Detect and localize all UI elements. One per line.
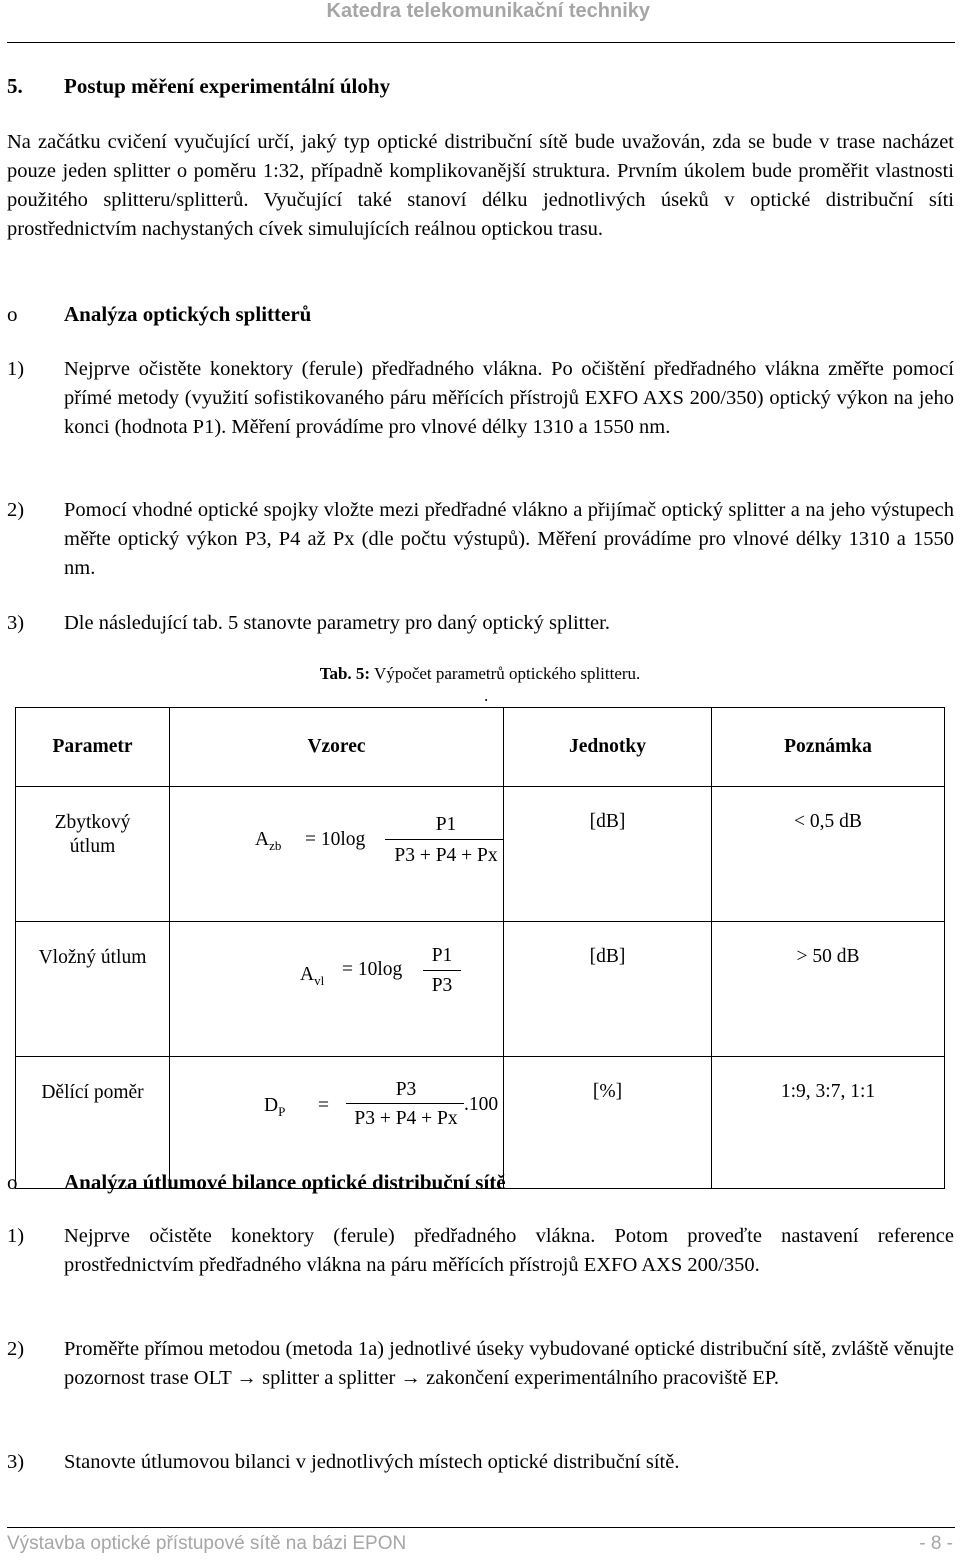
subheading-text: Analýza útlumové bilance optické distribuční sítě	[64, 1170, 506, 1194]
bullet-marker: o	[7, 1170, 18, 1194]
formula-denominator: P3 + P4 + Px	[354, 1108, 458, 1129]
formula-eq: = 10log	[305, 829, 366, 850]
param-unit: [dB]	[504, 787, 712, 922]
fraction-bar	[385, 839, 503, 840]
formula-eq: =	[318, 1095, 329, 1116]
formula-symbol: A	[300, 964, 315, 985]
footer-rule	[7, 1527, 955, 1528]
formula-suffix: .100	[464, 1094, 499, 1115]
footer-page-number: - 8 -	[919, 1533, 953, 1554]
formula-lhs	[300, 964, 324, 989]
item-text: Nejprve očistěte konektory (ferule) předřadného vlákna. Potom proveďte nastavení reference prostřednictvím předřadného vlákna na páru měřících přístrojů EXFO AXS 200/350.	[64, 1225, 954, 1276]
formula-numerator: P1	[431, 945, 453, 966]
subheading-attenuation-budget	[7, 1170, 506, 1195]
param-name-line: Dělící poměr	[41, 1082, 144, 1103]
intro-paragraph: Na začátku cvičení vyučující určí, jaký typ optické distribuční sítě bude uvažován, zda se bude v trase nacházet pouze jeden splitter o poměru 1:32, případně komplikovanější struktura. Prvním úkolem bude proměřit vlastnosti použitého splitteru/splitterů. Vyučující také stanoví délku jednotlivých úseků v optické distribuční síti prostřednictvím nachystaných cívek simulujících reálnou optickou trasu.	[7, 131, 954, 240]
fraction-bar	[346, 1103, 464, 1104]
item-text: Nejprve očistěte konektory (ferule) předřadného vlákna. Po očištění předřadného vlákna změřte pomocí přímé metody (využití sofistikovaného páru měřících přístrojů EXFO AXS 200/350) optický výkon na jeho konci (hodnota P1). Měření provádíme pro vlnové délky 1310 a 1550 nm.	[64, 358, 954, 438]
item-text: Proměřte přímou metodou (metoda 1a) jednotlivé úseky vybudované optické distribuční sítě, zvláště věnujte pozornost trase OLT → splitter a splitter → zakončení experimentálního pracoviště EP.	[64, 1338, 954, 1389]
table-caption-label: Tab. 5:	[319, 664, 371, 683]
param-name-line: Zbytkový	[54, 812, 131, 833]
item-text: Dle následující tab. 5 stanovte parametry pro daný optický splitter.	[64, 612, 610, 634]
formula-numerator: P1	[435, 814, 457, 835]
item-number: 3)	[7, 1451, 25, 1473]
formula	[170, 1057, 504, 1189]
subheading-splitters	[7, 302, 311, 327]
table-caption	[0, 664, 960, 684]
formula	[170, 787, 504, 922]
param-note: > 50 dB	[712, 922, 945, 1057]
item-number: 1)	[7, 1225, 25, 1247]
item-number: 1)	[7, 358, 25, 380]
param-name	[16, 1057, 170, 1189]
formula-numerator: P3	[395, 1079, 417, 1100]
item-text: Stanovte útlumovou bilanci v jednotlivých místech optické distribuční sítě.	[64, 1451, 680, 1473]
param-unit: [%]	[504, 1057, 712, 1189]
fraction-bar	[423, 970, 461, 971]
page-header-title: Katedra telekomunikační techniky	[326, 0, 650, 22]
list-item	[7, 609, 954, 638]
table-row	[16, 1057, 945, 1189]
item-text: Pomocí vhodné optické spojky vložte mezi předřadné vlákno a přijímač optický splitter a na jeho výstupech měřte optický výkon P3, P4 až Px (dle počtu výstupů). Měření provádíme pro vlnové délky 1310 a 1550 nm.	[64, 499, 954, 579]
header-rule	[7, 42, 955, 43]
formula-lhs	[255, 829, 281, 854]
formula-subscript: vl	[314, 972, 325, 988]
subheading-text: Analýza optických splitterů	[64, 302, 312, 326]
formula-subscript: zb	[269, 837, 282, 853]
section-number: 5.	[7, 74, 23, 98]
table-header: Vzorec	[170, 708, 504, 787]
formula-symbol: A	[255, 829, 270, 850]
table-row	[16, 787, 945, 922]
param-name	[16, 787, 170, 922]
table-caption-text: Výpočet parametrů optického splitteru.	[374, 664, 641, 683]
param-note: 1:9, 3:7, 1:1	[712, 1057, 945, 1189]
param-name-line: Vložný útlum	[38, 947, 147, 968]
footer-document-title: Výstavba optické přístupové sítě na bázi EPON	[7, 1533, 407, 1554]
table-header: Parametr	[16, 708, 170, 787]
list-item	[7, 355, 954, 442]
item-number: 2)	[7, 499, 25, 521]
table-header: Jednotky	[504, 708, 712, 787]
list-item	[7, 1335, 954, 1393]
param-unit: [dB]	[504, 922, 712, 1057]
bullet-marker: o	[7, 302, 18, 326]
caption-dot: .	[484, 686, 489, 705]
formula-lhs	[264, 1095, 285, 1120]
formula-denominator: P3	[431, 975, 453, 996]
param-name-line: útlum	[69, 836, 116, 857]
table-header: Poznámka	[712, 708, 945, 787]
item-number: 3)	[7, 612, 25, 634]
list-item	[7, 1448, 954, 1477]
item-number: 2)	[7, 1338, 25, 1360]
list-item	[7, 1222, 954, 1280]
formula-symbol: D	[264, 1095, 279, 1116]
section-title	[7, 74, 390, 99]
section-title-text: Postup měření experimentální úlohy	[64, 74, 391, 98]
param-note: < 0,5 dB	[712, 787, 945, 922]
formula-subscript: P	[278, 1103, 286, 1119]
formula-denominator: P3 + P4 + Px	[394, 845, 498, 866]
formula-eq: = 10log	[342, 959, 403, 980]
table-row	[16, 922, 945, 1057]
list-item	[7, 496, 954, 583]
param-name	[16, 922, 170, 1057]
formula	[170, 922, 504, 1057]
parameters-table	[15, 707, 945, 1189]
